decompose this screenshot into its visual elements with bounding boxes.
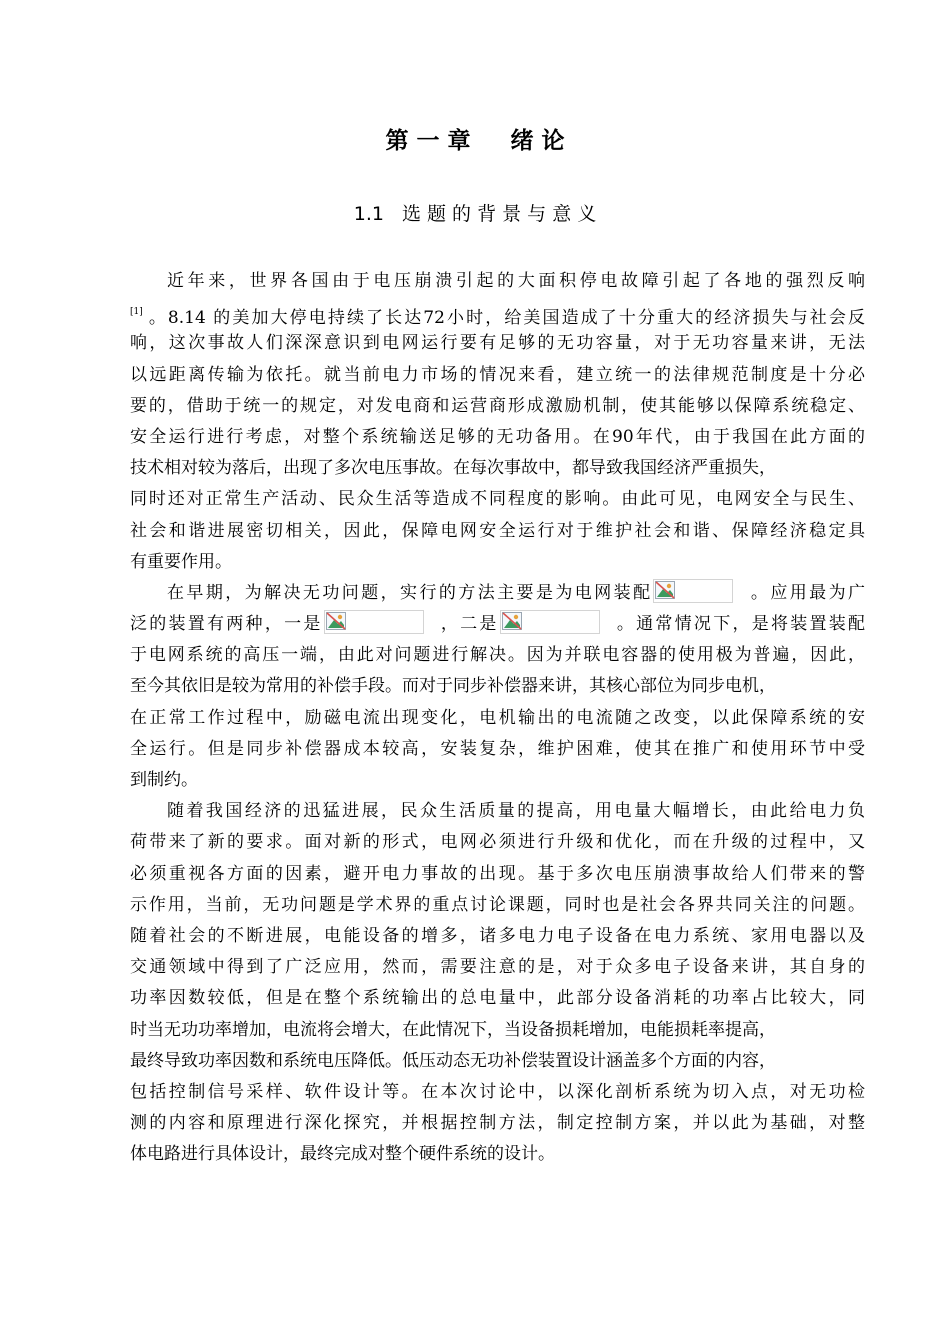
paragraph-3-line: 示作用，当前，无功问题是学术界的重点讨论课题，同时也是社会各界共同关注的问题。 [130, 894, 865, 915]
paragraph-1-line: 技术相对较为落后，出现了多次电压事故。在每次事故中，都导致我国经济严重损失， [130, 458, 776, 479]
paragraph-2-line: 在早期，为解决无功问题，实行的方法主要是为电网装配 。应用最为广 [130, 578, 865, 609]
paragraph-1-line: 近年来，世界各国由于电压崩溃引起的大面积停电故障引起了各地的强烈反响 [167, 271, 865, 291]
section-name: 选 题 的 背 景 与 意 义 [401, 203, 597, 225]
paragraph-1-line: 以远距离传输为依托。就当前电力市场的情况来看，建立统一的法律规范制度是十分必 [130, 364, 865, 385]
paragraph-1-line: 社会和谐进展密切相关，因此，保障电网安全运行对于维护社会和谐、保障经济稳定具 [130, 520, 865, 541]
paragraph-3-line: 测的内容和原理进行深化探究，并根据控制方法，制定控制方案，并以此为基础，对整 [130, 1113, 865, 1134]
paragraph-2-line: 泛的装置有两种，一是 ，二是 。通常情况下，是将装置装配 [130, 609, 865, 640]
paragraph-3-line: 功率因数较低，但是在整个系统输出的总电量中，此部分设备消耗的功率占比较大，同 [130, 988, 865, 1009]
paragraph-1-line: 安全运行进行考虑，对整个系统输送足够的无功备用。在90年代，由于我国在此方面的 [130, 426, 865, 447]
paragraph-2-line: 到制约。 [130, 770, 198, 790]
paragraph-2-line: 于电网系统的高压一端，由此对问题进行解决。因为并联电容器的使用极为普遍，因此， [130, 645, 865, 666]
chapter-title [0, 124, 950, 158]
paragraph-1-line: [1] 。8.14 的美加大停电持续了长达72小时，给美国造成了十分重大的经济损失与社会反 [130, 307, 865, 329]
body-text [130, 266, 865, 1170]
paragraph-2-line: 在正常工作过程中，励磁电流出现变化，电机输出的电流随之改变，以此保障系统的安 [130, 707, 865, 728]
paragraph-3-line: 体电路进行具体设计，最终完成对整个硬件系统的设计。 [130, 1144, 555, 1165]
paragraph-3-line: 最终导致功率因数和系统电压降低。低压动态无功补偿装置设计涵盖多个方面的内容， [130, 1050, 776, 1071]
section-title [0, 198, 950, 230]
paragraph-3-line: 荷带来了新的要求。面对新的形式，电网必须进行升级和优化，而在升级的过程中，又 [130, 832, 865, 853]
broken-image-icon [500, 610, 600, 634]
paragraph-3-line: 必须重视各方面的因素，避开电力事故的出现。基于多次电压崩溃事故给人们带来的警 [130, 863, 865, 884]
section-number: 1.1 [353, 203, 384, 225]
paragraph-3-line: 随着我国经济的迅猛进展，民众生活质量的提高，用电量大幅增长，由此给电力负 [167, 801, 865, 822]
paragraph-3-line: 交通领域中得到了广泛应用，然而，需要注意的是，对于众多电子设备来讲，其自身的 [130, 957, 865, 978]
broken-image-icon [653, 579, 733, 603]
paragraph-1-line: 响，这次事故人们深深意识到电网运行要有足够的无功容量，对于无功容量来讲，无法 [130, 333, 865, 354]
paragraph-3-line: 随着社会的不断进展，电能设备的增多，诸多电力电子设备在电力系统、家用电器以及 [130, 925, 865, 946]
paragraph-2-line: 至今其依旧是较为常用的补偿手段。而对于同步补偿器来讲，其核心部位为同步电机， [130, 676, 776, 697]
paragraph-2-line: 全运行。但是同步补偿器成本较高，安装复杂，维护困难，使其在推广和使用环节中受 [130, 738, 865, 759]
chapter-name: 绪 论 [510, 128, 565, 154]
paragraph-3-line: 包括控制信号采样、软件设计等。在本次讨论中，以深化剖析系统为切入点，对无功检 [130, 1081, 865, 1102]
paragraph-1-line: 有重要作用。 [130, 551, 232, 572]
paragraph-3-line: 时当无功功率增加，电流将会增大，在此情况下，当设备损耗增加，电能损耗率提高， [130, 1019, 776, 1040]
broken-image-icon [324, 610, 424, 634]
citation-mark[interactable]: [1] [130, 307, 143, 318]
chapter-label: 第 一 章 [385, 128, 471, 154]
paragraph-1-line: 要的，借助于统一的规定，对发电商和运营商形成激励机制，使其能够以保障系统稳定、 [130, 395, 865, 416]
paragraph-1-line: 同时还对正常生产活动、民众生活等造成不同程度的影响。由此可见，电网安全与民生、 [130, 489, 865, 510]
